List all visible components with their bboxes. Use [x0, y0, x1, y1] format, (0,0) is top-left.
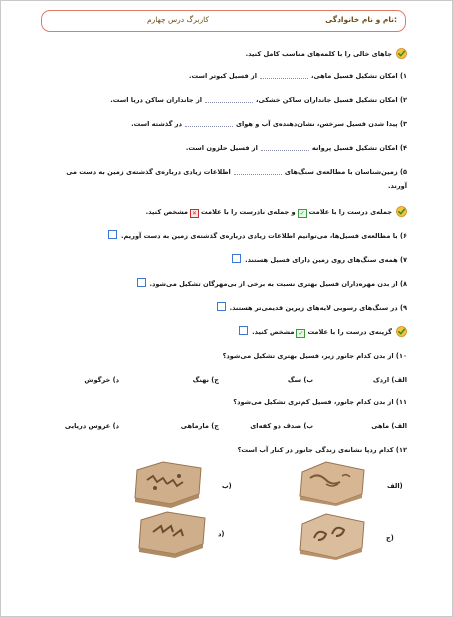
fossil-rock-image-d	[133, 508, 209, 558]
q10-option-d[interactable]: د) خرگوش	[84, 376, 119, 384]
q10-options	[40, 376, 407, 386]
section1-instruction	[246, 48, 407, 59]
question-9	[213, 302, 407, 312]
question-2	[110, 96, 407, 104]
fossil-rock-image-b	[129, 458, 205, 508]
q2-text-before: ۲) امکان تشکیل فسیل جانداران ساکن خشکی،	[256, 96, 407, 104]
q9-text: ۹) در سنگ‌های رسوبی لایه‌های زیرین قدیمی‌تر هستند.	[229, 304, 407, 312]
q1-blank[interactable]	[260, 78, 308, 79]
wrong-mark-icon: ✕	[191, 210, 198, 217]
section-check-icon	[396, 48, 407, 59]
q8-text: ۸) از بدن مهره‌داران فسیل بهتری نسبت به برخی از بی‌مهرگان تشکیل می‌شود.	[149, 280, 407, 288]
q12-label-c[interactable]: ج)	[386, 534, 394, 542]
q10-option-b[interactable]: ب) سگ	[287, 376, 313, 384]
sheet-title: کاربرگ درس چهارم	[147, 15, 209, 24]
section2-instruction	[146, 206, 407, 218]
q12-text: ۱۲) کدام ردپا نشانه‌ی زندگی جانور در کنار آب است؟	[237, 446, 407, 454]
q1-text-after: از فسیل کبوتر است.	[188, 72, 257, 80]
header-box	[41, 10, 406, 32]
q7-text: ۷) همه‌ی سنگ‌های روی زمین دارای فسیل هستند.	[245, 256, 407, 264]
section3-instruction-part1: گزینه‌ی درست را با علامت	[307, 328, 392, 336]
question-3	[131, 120, 407, 128]
section3-instruction-part2: مشخص کنید.	[252, 328, 295, 336]
q10-option-a[interactable]: الف) اردک	[372, 376, 407, 384]
section-check-icon	[396, 326, 407, 337]
section1-instruction-text: جاهای خالی را با کلمه‌های مناسب کامل کنید.	[245, 50, 392, 58]
q5-blank[interactable]	[234, 174, 282, 175]
question-6	[104, 230, 407, 240]
q11-options	[40, 422, 407, 432]
q9-checkbox[interactable]	[217, 302, 226, 311]
question-7	[228, 254, 407, 264]
name-field-label: نام و نام خانوادگی:	[325, 15, 397, 24]
q2-blank[interactable]	[205, 102, 253, 103]
q11-option-a[interactable]: الف) ماهی	[371, 422, 407, 430]
q3-text-after: در گذشته است.	[131, 120, 182, 128]
q11-option-c[interactable]: ج) مارماهی	[180, 422, 219, 430]
q1-text-before: ۱) امکان تشکیل فسیل ماهی،	[310, 72, 407, 80]
section2-instruction-part2: و جمله‌ی نادرست را با علامت	[201, 208, 296, 216]
q11-text: ۱۱) از بدن کدام جانور، فسیل کم‌تری تشکیل می‌شود؟	[233, 398, 407, 406]
q2-text-after: از جانداران ساکن دریا است.	[110, 96, 203, 104]
q4-text-before: ۴) امکان تشکیل فسیل پروانه	[311, 144, 407, 152]
section-check-icon	[396, 206, 407, 217]
q8-checkbox[interactable]	[137, 278, 146, 287]
section2-instruction-part3: مشخص کنید.	[145, 208, 188, 216]
q6-checkbox[interactable]	[108, 230, 117, 239]
fossil-rock-image-a	[296, 458, 368, 506]
q5-continuation: آورند.	[388, 182, 407, 190]
q3-text-before: ۳) پیدا شدن فسیل سرخس، نشان‌دهنده‌ی آب و هوای	[235, 120, 407, 128]
question-8	[133, 278, 407, 288]
question-5	[66, 168, 407, 176]
question-1	[189, 72, 407, 80]
question-5-cont	[388, 182, 407, 190]
fossil-rock-image-c	[296, 510, 368, 560]
q11-option-b[interactable]: ب) صدف دو کفه‌ای	[250, 422, 313, 430]
q11-option-d[interactable]: د) عروس دریایی	[64, 422, 119, 430]
q6-text: ۶) با مطالعه‌ی فسیل‌ها، می‌توانیم اطلاعات زیادی درباره‌ی گذشته‌ی زمین به دست آوریم.	[121, 232, 407, 240]
q12-label-d[interactable]: د)	[218, 530, 225, 538]
question-10	[223, 352, 407, 360]
q5-text-before: ۵) زمین‌شناسان با مطالعه‌ی سنگ‌های	[284, 168, 407, 176]
q7-checkbox[interactable]	[232, 254, 241, 263]
section3-instruction	[235, 326, 407, 338]
q10-text: ۱۰) از بدن کدام جانور زیر، فسیل بهتری تشکیل می‌شود؟	[222, 352, 407, 360]
q12-label-a[interactable]: الف)	[387, 482, 403, 490]
q10-option-c[interactable]: ج) نهنگ	[192, 376, 219, 384]
question-11	[233, 398, 407, 406]
q12-label-b[interactable]: ب)	[222, 482, 232, 490]
q4-text-after: از فسیل حلزون است.	[185, 144, 258, 152]
q3-blank[interactable]	[185, 126, 233, 127]
section3-checkbox[interactable]	[239, 326, 248, 335]
question-12	[238, 446, 407, 454]
correct-mark-icon: ✓	[299, 210, 305, 217]
q4-blank[interactable]	[261, 150, 309, 151]
question-4	[186, 144, 407, 152]
q5-text-after: اطلاعات زیادی درباره‌ی گذشته‌ی زمین به دست می‌	[66, 168, 231, 176]
section2-instruction-part1: جمله‌ی درست را با علامت	[308, 208, 392, 216]
correct-mark-icon: ✓	[298, 330, 304, 337]
